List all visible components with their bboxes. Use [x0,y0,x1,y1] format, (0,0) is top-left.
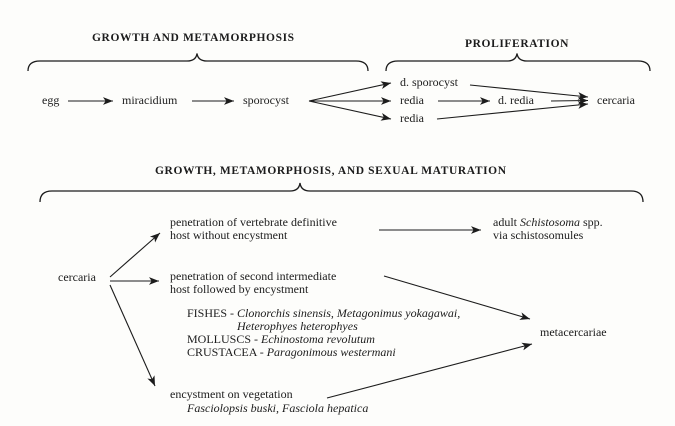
section-title-growth-metamorphosis: GROWTH AND METAMORPHOSIS [92,32,295,44]
molluscs-label: MOLLUSCS - [187,332,262,346]
fishes-label: FISHES - [187,306,238,320]
encystment-species: Fasciolopsis buski, Fasciola hepatica [187,401,369,415]
molluscs-species: Echinostoma revolutum [261,332,375,346]
node-penetration-intermediate [170,270,336,296]
adult-schistosoma-line2: via schistosomules [493,228,584,242]
node-sporocyst: sporocyst [243,93,289,107]
arrow-sporocyst-to-d-sporocyst [309,83,391,101]
arrow-cercaria-to-penetration-definitive [110,233,160,277]
arrow-d-redia-to-cercaria [551,101,588,102]
node-adult-schistosoma [493,216,603,242]
penetration-intermediate-line2: host followed by encystment [170,282,309,296]
penetration-intermediate-line1: penetration of second intermediate [170,269,337,283]
node-redia-2: redia [400,111,424,125]
crustacea-species: Paragonimous westermani [266,345,396,359]
node-d-sporocyst: d. sporocyst [400,75,458,89]
section-title-growth-metamorphosis-sexual-maturation: GROWTH, METAMORPHOSIS, AND SEXUAL MATURATION [155,165,507,177]
section-title-proliferation: PROLIFERATION [465,38,570,50]
adult-species-name: Schistosoma [520,215,580,229]
node-miracidium: miracidium [122,93,178,107]
node-d-redia: d. redia [498,93,534,107]
node-cercaria-top: cercaria [597,93,635,107]
fishes-species: Clonorchis sinensis, Metagonimus yokagawai, [237,306,461,320]
crustacea-label: CRUSTACEA - [187,345,267,359]
brace-growth-metamorphosis [28,54,368,72]
host-list-crustacea [187,346,396,359]
node-encystment-vegetation: encystment on vegetation [170,387,293,401]
penetration-definitive-line2: host without encystment [170,228,288,242]
penetration-definitive-line1: penetration of vertebrate definitive [170,215,337,229]
node-penetration-definitive [170,216,337,242]
node-egg: egg [42,93,60,107]
host-list-fishes-species-2: Heterophyes heterophyes [237,319,358,333]
adult-suffix: spp. [580,215,603,229]
node-metacercariae: metacercariae [540,325,607,339]
brace-proliferation [386,54,650,72]
node-redia-1: redia [400,93,424,107]
brace-growth-metamorphosis-sexual-maturation [40,183,643,202]
node-cercaria-bottom: cercaria [58,270,96,284]
arrow-cercaria-to-encystment-vegetation [110,285,155,386]
arrow-sporocyst-to-redia-2 [309,101,391,119]
adult-prefix: adult [493,215,520,229]
